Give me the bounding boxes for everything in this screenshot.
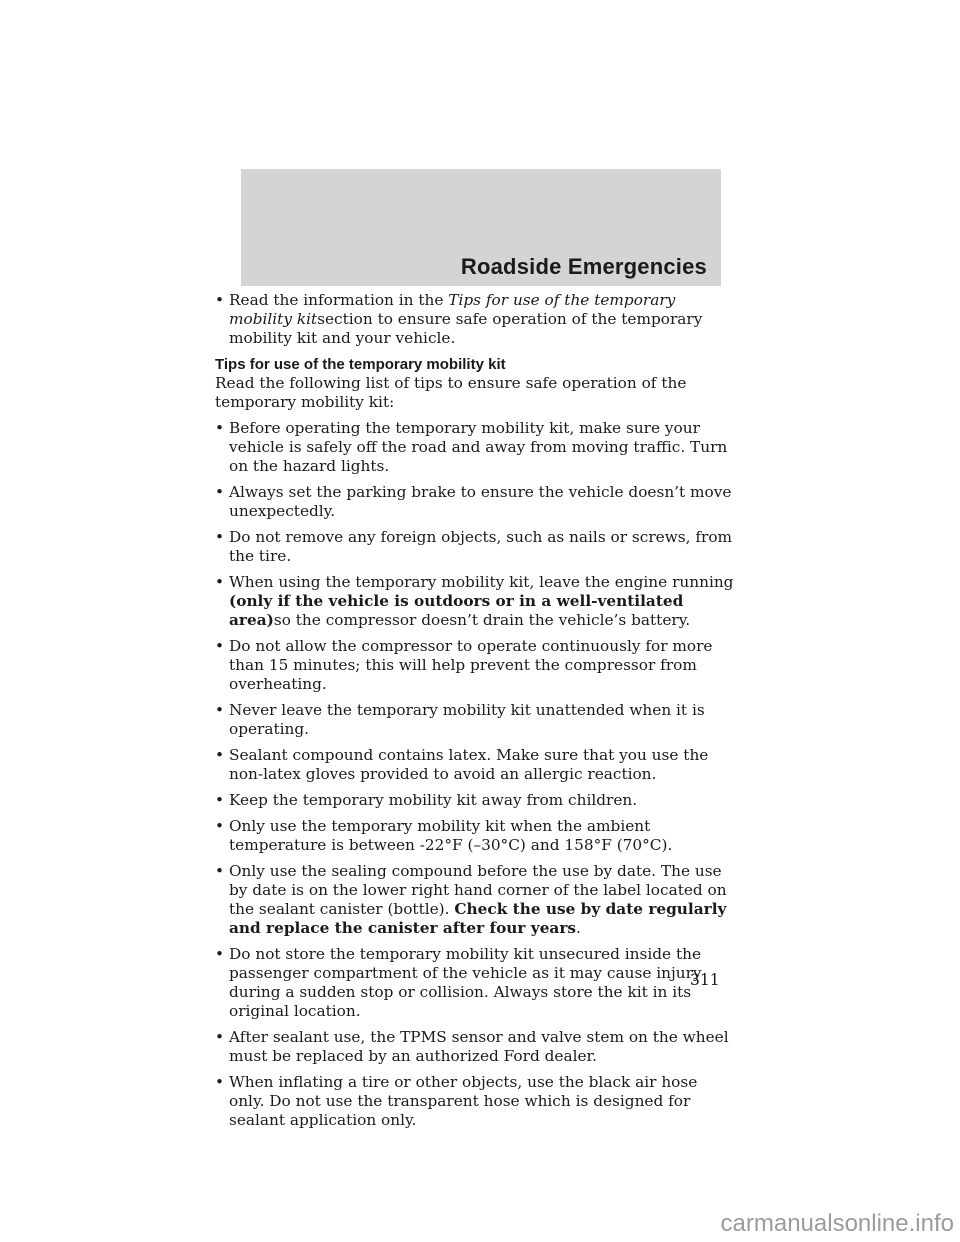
bullet: •	[215, 1028, 225, 1046]
bullet: •	[215, 817, 225, 835]
list-item: • Before operating the temporary mobility kit, make sure your vehicle is safely off the road and away from moving traffic. Turn on the hazard lights.	[215, 419, 728, 475]
bullet: •	[215, 483, 225, 501]
bullet: •	[215, 291, 225, 309]
list-item: • When using the temporary mobility kit, leave the engine running (only if the vehicle is outdoors or in a well-ventilated area)so the compressor doesn’t drain the vehicle’s battery.	[215, 573, 734, 629]
bullet: •	[215, 746, 225, 764]
list-item: • Only use the sealing compound before the use by date. The use by date is on the lower right hand corner of the label located on the sealant canister (bottle). Check the use by date regularly and replace the canister after four years.	[215, 862, 727, 937]
bullet: •	[215, 701, 225, 719]
list-item: • Sealant compound contains latex. Make sure that you use the non-latex gloves provided to avoid an allergic reaction.	[215, 746, 709, 783]
intro-paragraph: Read the following list of tips to ensure safe operation of the temporary mobility kit:	[215, 374, 687, 411]
bullet: •	[215, 573, 225, 591]
emphasis: (only if the vehicle is outdoors or in a well-ventilated area)	[229, 592, 684, 629]
watermark: carmanualsonline.info	[720, 1210, 954, 1237]
list-item: • Only use the temporary mobility kit when the ambient temperature is between -22°F (–30°C) and 158°F (70°C).	[215, 817, 673, 854]
list-item: • Do not allow the compressor to operate continuously for more than 15 minutes; this will help prevent the compressor from overheating.	[215, 637, 713, 693]
bullet: •	[215, 528, 225, 546]
bullet: •	[215, 791, 225, 809]
section-header-band	[241, 169, 721, 286]
bullet: •	[215, 862, 225, 880]
list-item: • Do not remove any foreign objects, such as nails or screws, from the tire.	[215, 528, 733, 565]
section-title: Roadside Emergencies	[460, 254, 707, 279]
list-item: • Read the information in the Tips for use of the temporary mobility kitsection to ensure safe operation of the temporary mobility kit and your vehicle.	[215, 291, 703, 347]
bullet: •	[215, 1073, 225, 1091]
list-item: • When inflating a tire or other objects, use the black air hose only. Do not use the transparent hose which is designed for sealant application only.	[215, 1073, 698, 1129]
list-item: • After sealant use, the TPMS sensor and valve stem on the wheel must be replaced by an authorized Ford dealer.	[215, 1028, 729, 1065]
bullet: •	[215, 419, 225, 437]
list-item: • Always set the parking brake to ensure the vehicle doesn’t move unexpectedly.	[215, 483, 732, 520]
page-content	[215, 291, 735, 1137]
list-item: • Do not store the temporary mobility kit unsecured inside the passenger compartment of the vehicle as it may cause injury during a sudden stop or collision. Always store the kit in its original location.	[215, 945, 702, 1020]
section-reference: Tips for use of the temporary mobility kit	[229, 291, 676, 328]
emphasis: Check the use by date regularly and replace the canister after four years	[229, 900, 727, 937]
subheading: Tips for use of the temporary mobility kit	[215, 356, 506, 373]
list-item: • Never leave the temporary mobility kit unattended when it is operating.	[215, 701, 705, 738]
list-item: • Keep the temporary mobility kit away from children.	[215, 791, 638, 809]
bullet: •	[215, 945, 225, 963]
page-number: 311	[690, 971, 720, 989]
bullet: •	[215, 637, 225, 655]
